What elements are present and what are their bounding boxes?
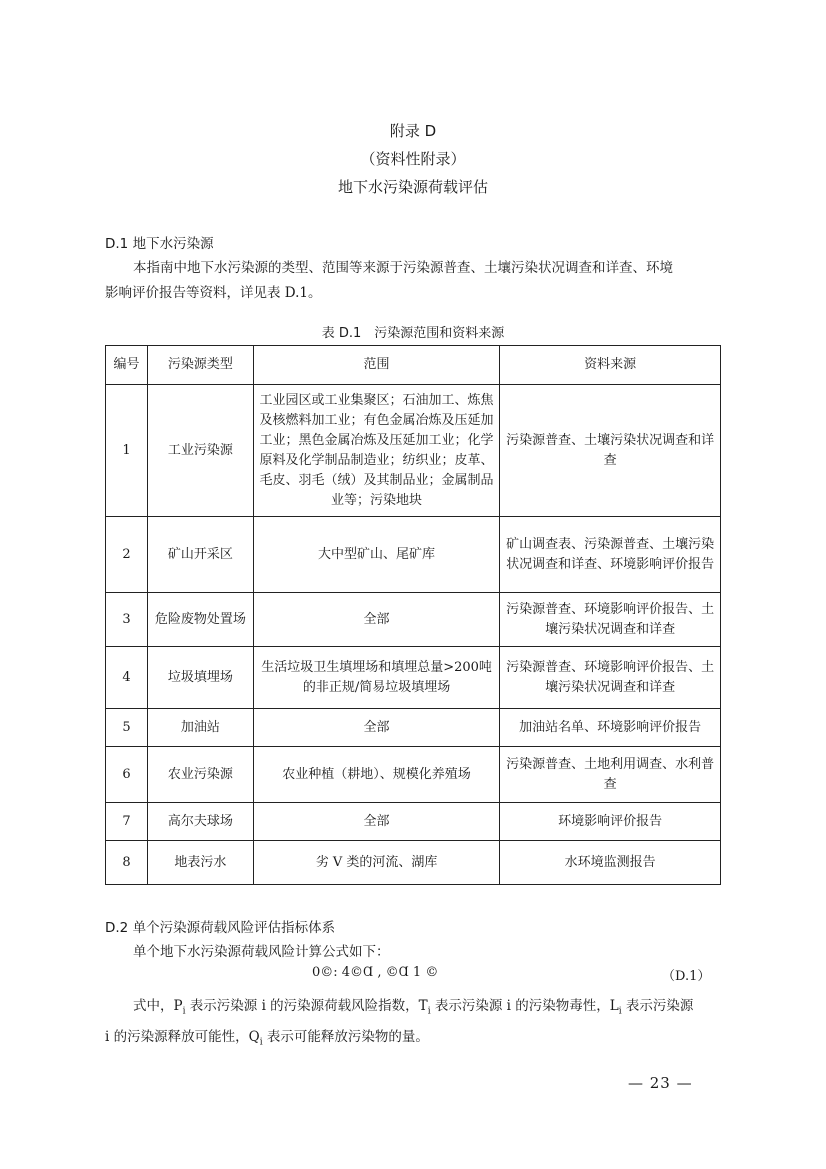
expl-text: i 的污染源释放可能性，Q — [105, 1028, 260, 1045]
cell-source: 污染源普查、土地利用调查、水利普查 — [500, 747, 721, 803]
paragraph-line: 本指南中地下水污染源的类型、范围等来源于污染源普查、土壤污染状况调查和详查、环境 — [133, 260, 673, 276]
expl-text: 表示污染源 i 的污染物毒性，L — [430, 998, 619, 1014]
expl-text: 表示污染源 i 的污染源荷载风险指数，T — [185, 998, 428, 1014]
formula: 0©: 4©Ɑ , ©Ɑ 1 © — [312, 965, 439, 980]
cell-no: 4 — [106, 647, 148, 709]
header-type: 污染源类型 — [147, 346, 253, 385]
paragraph-line: 单个地下水污染源荷载风险计算公式如下： — [133, 944, 390, 960]
paragraph-line — [105, 994, 720, 1025]
cell-source: 环境影响评价报告 — [500, 803, 721, 841]
cell-no: 1 — [106, 385, 148, 517]
cell-scope: 农业种植（耕地）、规模化养殖场 — [253, 747, 500, 803]
section-d1-paragraph — [105, 256, 720, 306]
page-title: 地下水污染源荷载评估 — [337, 178, 488, 196]
paragraph-line — [105, 1025, 720, 1056]
subscript: i — [259, 1037, 263, 1048]
cell-source: 污染源普查、环境影响评价报告、土壤污染状况调查和详查 — [500, 647, 721, 709]
table-row — [106, 517, 721, 593]
table-row — [106, 841, 721, 885]
cell-scope: 劣 V 类的河流、湖库 — [253, 841, 500, 885]
cell-source: 矿山调查表、污染源普查、土壤污染状况调查和详查、环境影响评价报告 — [500, 517, 721, 593]
cell-type: 高尔夫球场 — [147, 803, 253, 841]
cell-type: 地表污水 — [147, 841, 253, 885]
expl-text: 表示污染源 — [621, 998, 694, 1014]
cell-type: 危险废物处置场 — [147, 593, 253, 647]
appendix-label: 附录 D — [389, 122, 437, 140]
section-d2-intro — [105, 940, 720, 965]
cell-no: 8 — [106, 841, 148, 885]
subscript: i — [182, 1006, 186, 1017]
table-row — [106, 593, 721, 647]
cell-no: 3 — [106, 593, 148, 647]
header-no: 编号 — [106, 346, 148, 385]
cell-source: 污染源普查、土壤污染状况调查和详查 — [500, 385, 721, 517]
cell-no: 6 — [106, 747, 148, 803]
formula-explanation — [105, 994, 720, 1055]
cell-type: 工业污染源 — [147, 385, 253, 517]
cell-source: 水环境监测报告 — [500, 841, 721, 885]
cell-scope: 生活垃圾卫生填埋场和填埋总量>200吨的非正规/简易垃圾填埋场 — [253, 647, 500, 709]
cell-scope: 全部 — [253, 593, 500, 647]
table-row — [106, 747, 721, 803]
formula-number: （D.1） — [662, 969, 711, 984]
cell-type: 矿山开采区 — [147, 517, 253, 593]
expl-text: 式中，P — [133, 998, 183, 1014]
page-number: — 23 — — [628, 1074, 693, 1092]
sources-table — [105, 345, 721, 885]
cell-type: 加油站 — [147, 709, 253, 747]
table-row — [106, 803, 721, 841]
table-row — [106, 709, 721, 747]
cell-scope: 全部 — [253, 803, 500, 841]
section-d1-heading: D.1 地下水污染源 — [105, 236, 214, 252]
cell-no: 5 — [106, 709, 148, 747]
paragraph-line: 影响评价报告等资料，详见表 D.1。 — [105, 285, 322, 301]
table-header-row — [106, 346, 721, 385]
subscript: i — [427, 1006, 431, 1017]
cell-scope: 工业园区或工业集聚区；石油加工、炼焦及核燃料加工业；有色金属冶炼及压延加工业；黑色金属冶炼及压延加工业；化学原料及化学制品制造业；纺织业；皮革、毛皮、羽毛（绒）及其制品业；金属制品业等；污染地块 — [253, 385, 500, 517]
header-source: 资料来源 — [500, 346, 721, 385]
subscript: i — [618, 1006, 622, 1017]
cell-type: 农业污染源 — [147, 747, 253, 803]
table-row — [106, 385, 721, 517]
cell-type: 垃圾填埋场 — [147, 647, 253, 709]
cell-no: 7 — [106, 803, 148, 841]
cell-source: 加油站名单、环境影响评价报告 — [500, 709, 721, 747]
cell-no: 2 — [106, 517, 148, 593]
expl-text: 表示可能释放污染物的量。 — [262, 1028, 429, 1045]
appendix-type: （资料性附录） — [360, 150, 466, 168]
cell-source: 污染源普查、环境影响评价报告、土壤污染状况调查和详查 — [500, 593, 721, 647]
table-row — [106, 647, 721, 709]
table-caption: 表 D.1 污染源范围和资料来源 — [321, 326, 505, 341]
cell-scope: 大中型矿山、尾矿库 — [253, 517, 500, 593]
section-d2-heading: D.2 单个污染源荷载风险评估指标体系 — [105, 920, 336, 936]
cell-scope: 全部 — [253, 709, 500, 747]
header-scope: 范围 — [253, 346, 500, 385]
